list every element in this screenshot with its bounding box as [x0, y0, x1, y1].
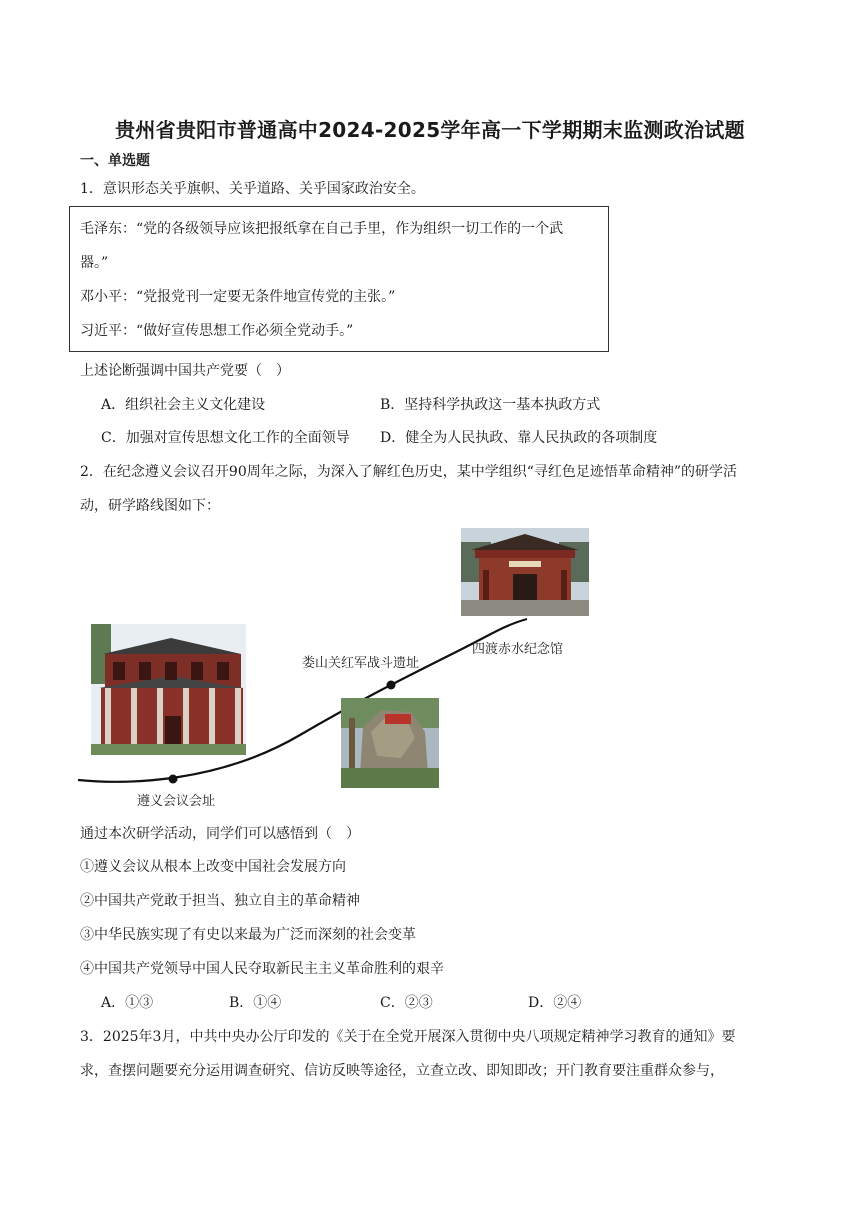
quote-line-4: 习近平：“做好宣传思想工作必须全党动手。” [80, 323, 354, 339]
q2-item-4: ④中国共产党领导中国人民夺取新民主主义革命胜利的艰辛 [80, 961, 444, 977]
q2-option-b[interactable]: B．①④ [229, 995, 282, 1011]
zunyi-meeting-site-photo [91, 624, 246, 755]
section-heading: 一、单选题 [80, 153, 150, 169]
quote-line-3: 邓小平：“党报党刊一定要无条件地宣传党的主张。” [80, 289, 396, 305]
q2-option-c[interactable]: C．②③ [380, 995, 433, 1011]
q2-option-d[interactable]: D．②④ [528, 995, 582, 1011]
q2-stem-line-1: 2．在纪念遵义会议召开90周年之际，为深入了解红色历史，某中学组织“寻红色足迹悟革命精神”的研学活 [80, 464, 738, 480]
q2-stem-line-2: 动，研学路线图如下： [80, 498, 220, 514]
q1-option-c[interactable]: C．加强对宣传思想文化工作的全面领导 [101, 430, 350, 446]
q3-line-2: 求，查摆问题要充分运用调查研究、信访反映等途径，立查立改、即知即改；开门教育要注重群众参与， [80, 1063, 724, 1079]
q1-option-a[interactable]: A．组织社会主义文化建设 [101, 397, 266, 413]
q2-option-a[interactable]: A．①③ [101, 995, 154, 1011]
q1-option-b[interactable]: B．坚持科学执政这一基本执政方式 [380, 397, 601, 413]
sidu-chishui-memorial-photo [461, 528, 589, 616]
page-title: 贵州省贵阳市普通高中2024-2025学年高一下学期期末监测政治试题 [115, 118, 745, 142]
quote-line-1: 毛泽东：“党的各级领导应该把报纸拿在自己手里，作为组织一切工作的一个武 [80, 221, 564, 237]
q2-item-2: ②中国共产党敢于担当、独立自主的革命精神 [80, 893, 360, 909]
quote-line-2: 器。” [80, 255, 109, 271]
q2-item-3: ③中华民族实现了有史以来最为广泛而深刻的社会变革 [80, 927, 416, 943]
route-point-loushanguan [387, 681, 396, 690]
q1-option-d[interactable]: D．健全为人民执政、靠人民执政的各项制度 [380, 430, 658, 446]
q1-stem: 1．意识形态关乎旗帜、关乎道路、关乎国家政治安全。 [80, 181, 425, 197]
caption-zunyi: 遵义会议会址 [137, 794, 216, 809]
q2-question: 通过本次研学活动，同学们可以感悟到（ ） [80, 826, 360, 842]
route-point-zunyi [169, 775, 178, 784]
q2-item-1: ①遵义会议从根本上改变中国社会发展方向 [80, 859, 346, 875]
q3-line-1: 3．2025年3月，中共中央办公厅印发的《关于在全党开展深入贯彻中央八项规定精神学习教育的通知》要 [80, 1029, 736, 1045]
q1-question: 上述论断强调中国共产党要（ ） [80, 363, 290, 379]
caption-sidu-chishui: 四渡赤水纪念馆 [472, 642, 564, 657]
loushanguan-battle-site-photo [341, 698, 439, 788]
caption-loushanguan: 娄山关红军战斗遗址 [302, 656, 420, 671]
